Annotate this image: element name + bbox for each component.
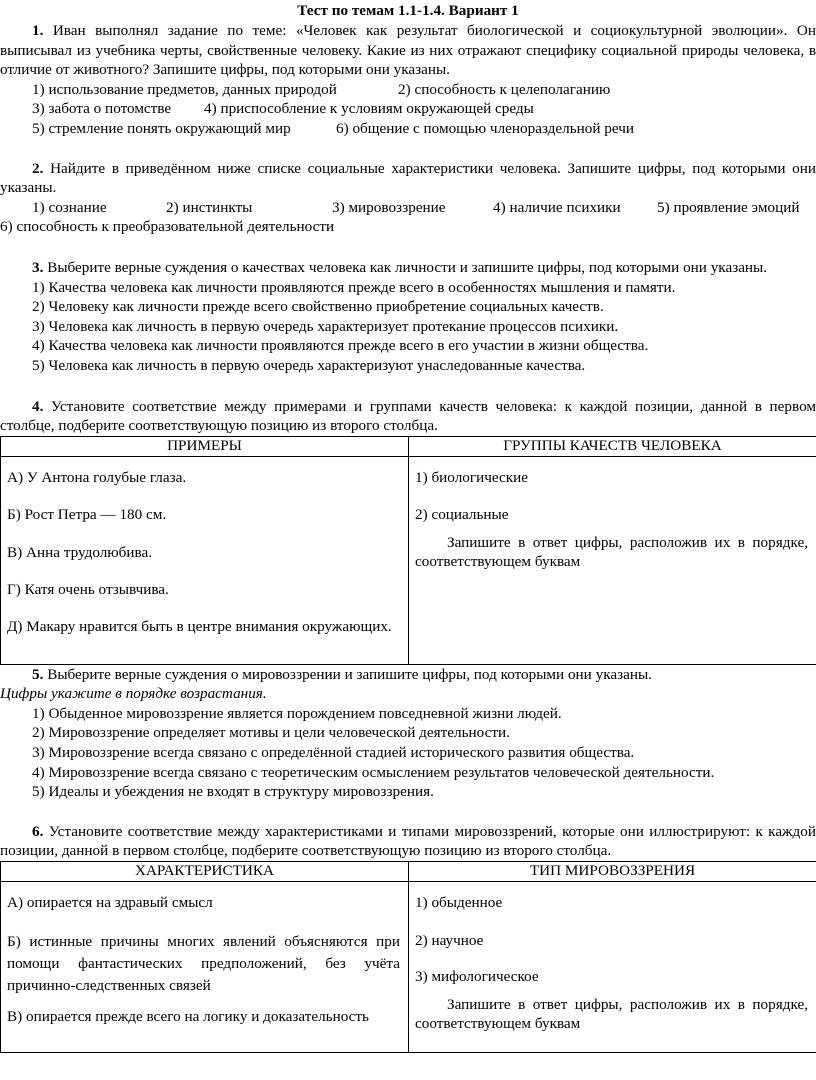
- question-2: [0, 159, 816, 237]
- answer-option: 5) стремление понять окружающий мир: [32, 119, 291, 137]
- answer-option: 2) инстинкты: [166, 198, 253, 216]
- answer-option: 4) приспособление к условиям окружающей среды: [204, 100, 534, 118]
- example-item: Г) Катя очень отзывчива.: [7, 581, 169, 599]
- question-text: Выберите верные суждения о мировоззрении и запишите цифры, под которыми они указаны.: [47, 665, 652, 683]
- question-text: Установите соответствие между характеристиками и типами мировоззрений, которые они иллюстрируют: к каждой позиции, данной в первом столбце, подберите соответствующую позицию из второго столбца.: [0, 822, 816, 860]
- example-item: А) У Антона голубые глаза.: [7, 468, 187, 486]
- question-number: 3.: [32, 258, 44, 276]
- answer-option: 1) Качества человека как личности проявляются прежде всего в особенностях мышления и памяти.: [32, 278, 676, 296]
- example-item: Б) Рост Петра — 180 см.: [7, 506, 167, 524]
- question-1: [0, 21, 816, 139]
- characteristic-item: А) опирается на здравый смысл: [7, 894, 213, 912]
- answer-option: 5) Идеалы и убеждения не входят в структуру мировоззрения.: [32, 783, 434, 801]
- column-header: ХАРАКТЕРИСТИКА: [1, 862, 409, 882]
- group-item: 2) социальные: [415, 506, 509, 524]
- question-text: Найдите в приведённом ниже списке социальные характеристики человека. Запишите цифры, под которыми они указаны.: [0, 159, 816, 197]
- answer-option: 1) сознание: [32, 198, 107, 216]
- question-note: Цифры укажите в порядке возрастания.: [0, 685, 267, 703]
- column-header: ПРИМЕРЫ: [1, 436, 409, 456]
- question-number: 4.: [32, 397, 44, 415]
- question-3: [0, 258, 816, 376]
- answer-option: 2) способность к целеполаганию: [398, 80, 611, 98]
- answer-option: 2) Мировоззрение определяет мотивы и цели человеческой деятельности.: [32, 724, 510, 742]
- question-number: 2.: [32, 159, 44, 177]
- example-item: Д) Макару нравится быть в центре внимания окружающих.: [7, 618, 392, 636]
- answer-option: 3) мировоззрение: [332, 198, 446, 216]
- question-6: [0, 822, 816, 1053]
- answer-option: 5) проявление эмоций: [657, 198, 800, 216]
- characteristic-item: В) опирается прежде всего на логику и доказательность: [7, 1007, 369, 1025]
- answer-option: 3) Мировоззрение всегда связано с определённой стадией исторического развития общества.: [32, 744, 635, 762]
- answer-option: 5) Человека как личность в первую очередь характеризуют унаследованные качества.: [32, 356, 586, 374]
- matching-table: [0, 436, 816, 665]
- question-number: 5.: [32, 665, 44, 683]
- answer-option: 4) Качества человека как личности проявляются прежде всего в его участии в жизни общества.: [32, 337, 649, 355]
- matching-table: [0, 861, 816, 1053]
- answer-option: 1) Обыденное мировоззрение является порождением повседневной жизни людей.: [32, 704, 562, 722]
- column-header: ГРУППЫ КАЧЕСТВ ЧЕЛОВЕКА: [409, 436, 816, 456]
- worldview-type-item: 3) мифологическое: [415, 968, 539, 986]
- answer-instruction: Запишите в ответ цифры, расположив их в порядке, соответствующем буквам: [415, 533, 808, 571]
- group-item: 1) биологические: [415, 468, 528, 486]
- worldview-type-item: 1) обыденное: [415, 894, 503, 912]
- answer-option: 6) общение с помощью членораздельной речи: [336, 119, 635, 137]
- question-5: [0, 665, 816, 802]
- question-number: 1.: [32, 22, 44, 39]
- answer-option: 2) Человеку как личности прежде всего свойственно приобретение социальных качеств.: [32, 298, 604, 316]
- answer-option: 4) наличие психики: [493, 198, 621, 216]
- answer-option: 1) использование предметов, данных природой: [32, 80, 337, 98]
- characteristic-item: Б) истинные причины многих явлений объясняются при помощи фантастических предположений, без учёта причинно-следственных связей: [7, 932, 400, 994]
- page-title: Тест по темам 1.1-1.4. Вариант 1: [297, 2, 519, 19]
- question-number: 6.: [32, 822, 44, 840]
- answer-option: 3) Человека как личность в первую очередь характеризует протекание процессов психики.: [32, 317, 619, 335]
- question-text: Выберите верные суждения о качествах человека как личности и запишите цифры, под которыми они указаны.: [47, 258, 768, 276]
- answer-option: 4) Мировоззрение всегда связано с теоретическим осмыслением результатов человеческой деятельности.: [32, 763, 715, 781]
- answer-instruction: Запишите в ответ цифры, расположив их в порядке, соответствующем буквам: [415, 995, 808, 1033]
- answer-option: 3) забота о потомстве: [32, 100, 172, 118]
- worldview-type-item: 2) научное: [415, 931, 484, 949]
- column-header: ТИП МИРОВОЗЗРЕНИЯ: [409, 862, 816, 882]
- question-4: [0, 397, 816, 665]
- answer-option: 6) способность к преобразовательной деятельности: [0, 218, 335, 236]
- question-text: Иван выполнял задание по теме: «Человек как результат биологической и социокультурной эволюции». Он выписывал из учебника черты, свойственные человеку. Какие из них отражают специфику социальной природы человека, в отличие от животного? Запишите цифры, под которыми они указаны.: [0, 22, 816, 79]
- example-item: В) Анна трудолюбива.: [7, 543, 153, 561]
- question-text: Установите соответствие между примерами и группами качеств человека: к каждой позиции, данной в первом столбце, подберите соответствующую позицию из второго столбца.: [0, 397, 816, 435]
